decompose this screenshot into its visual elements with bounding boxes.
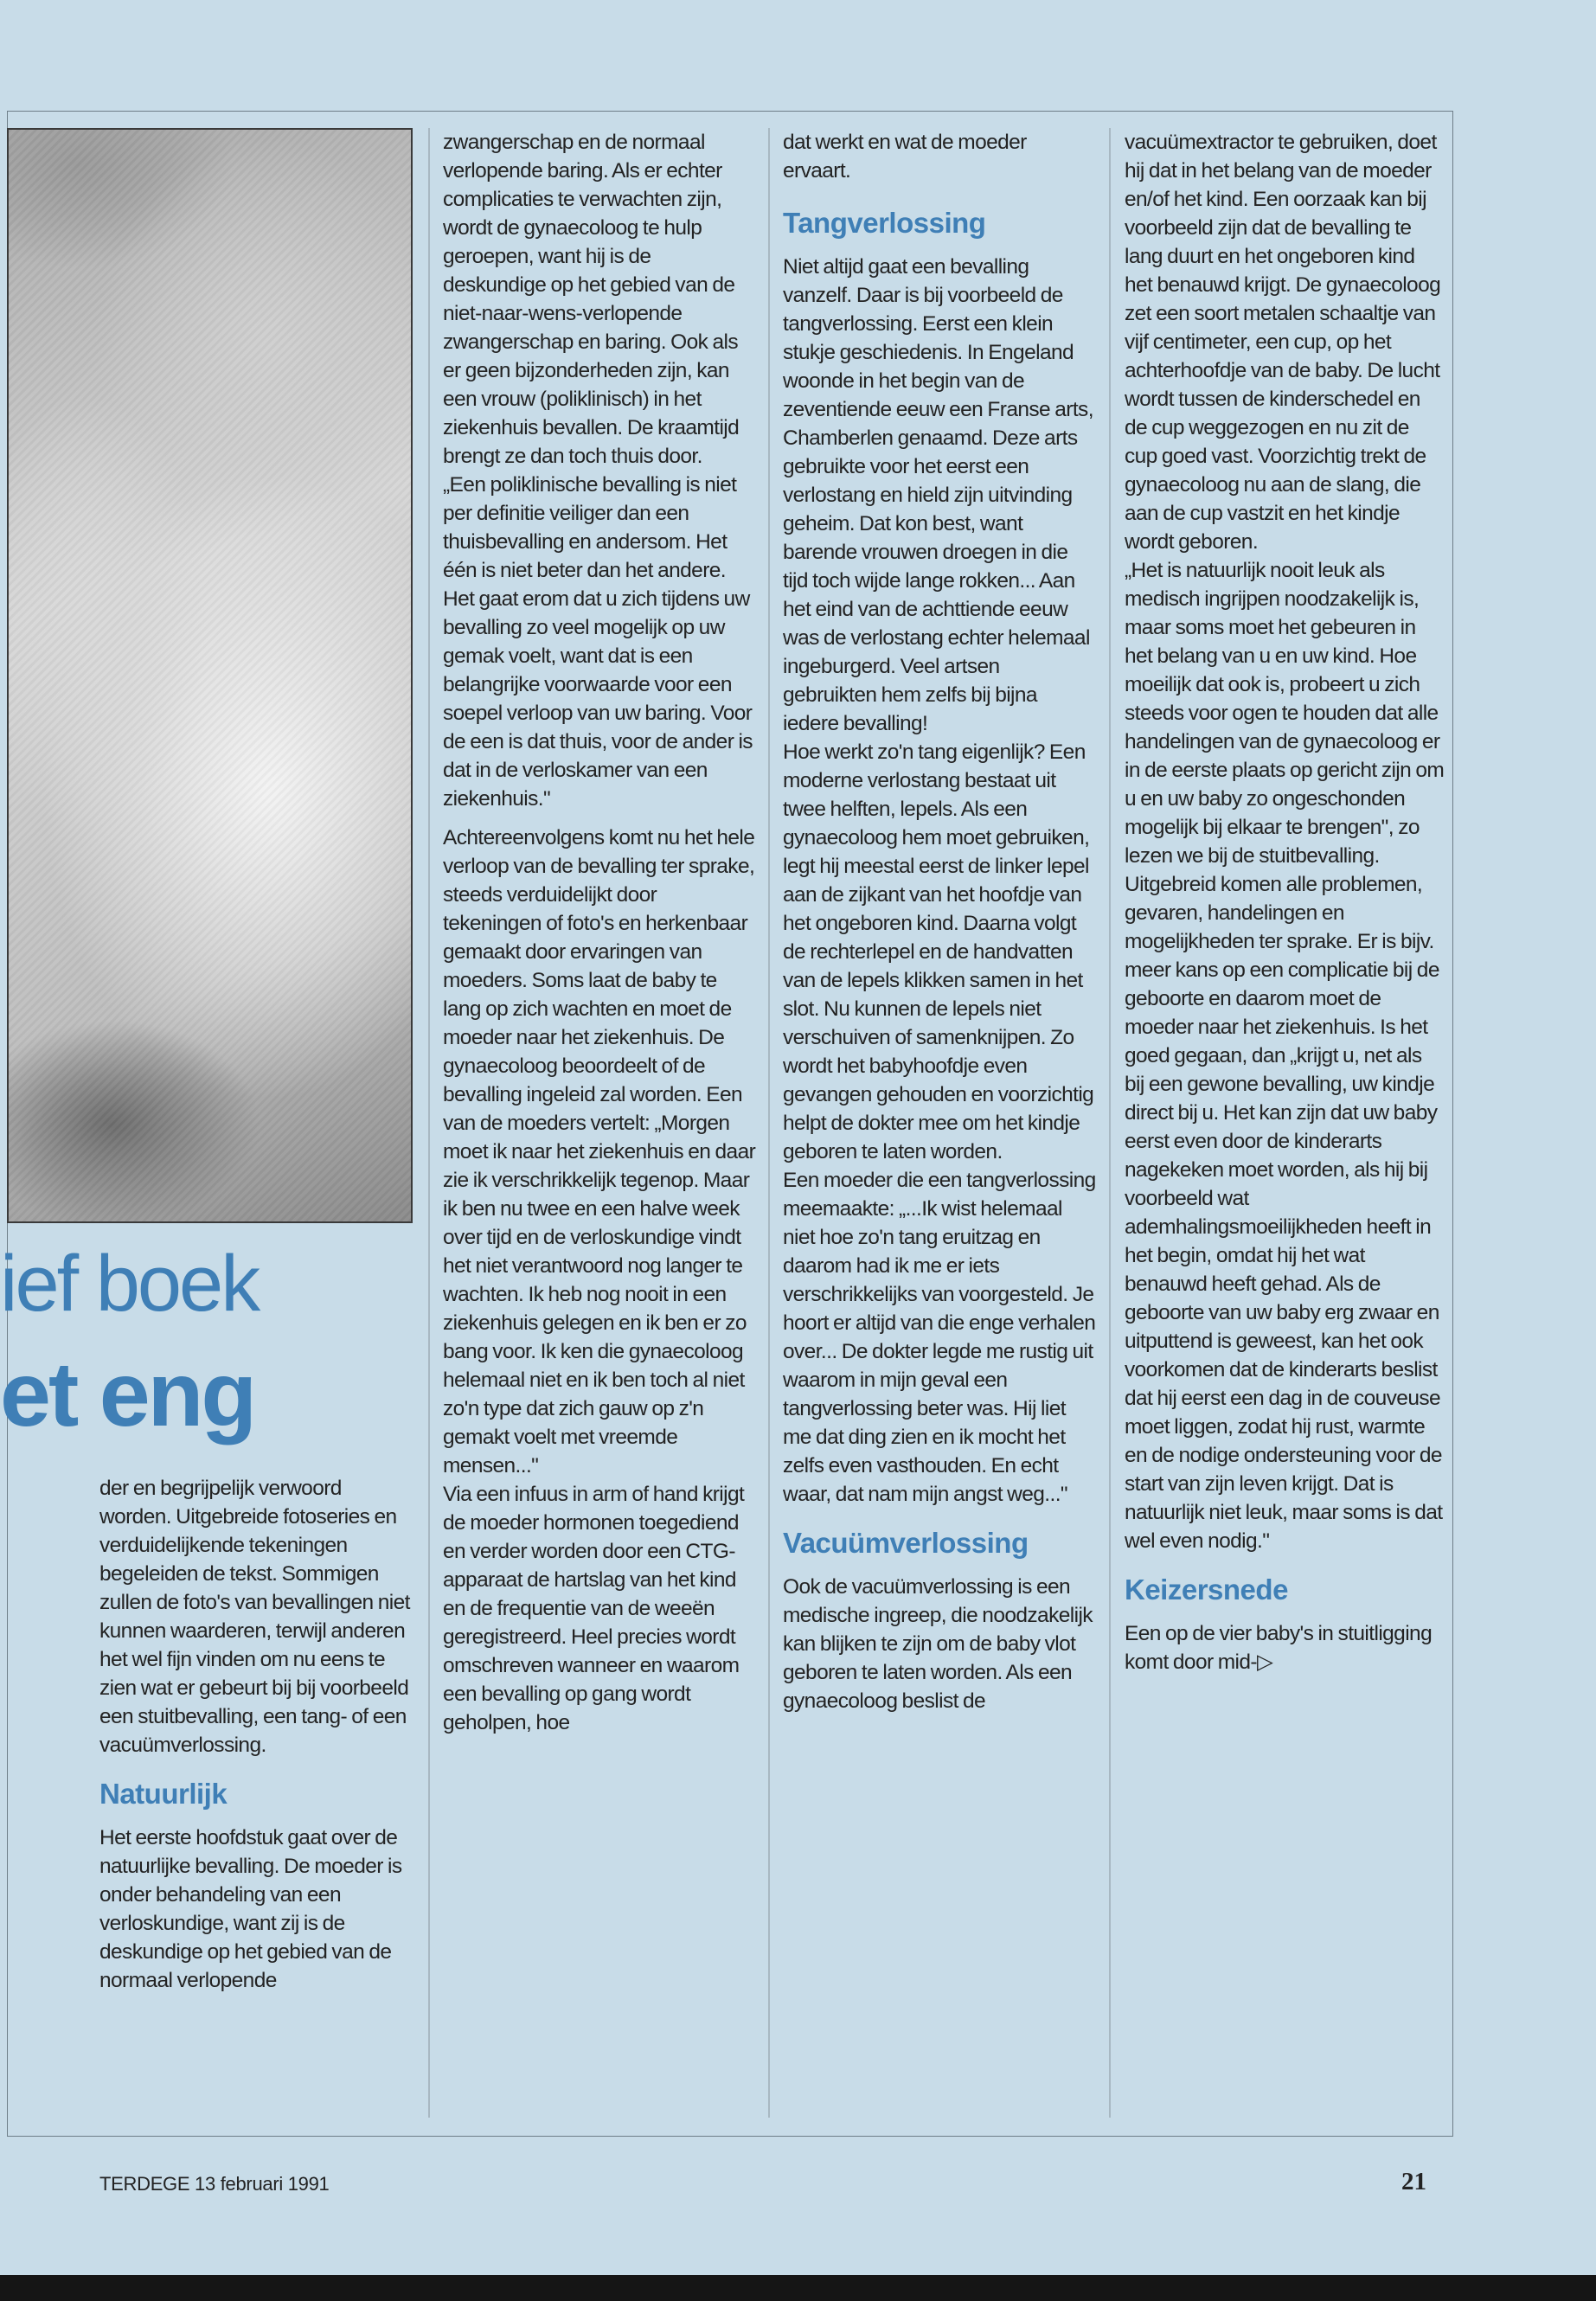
paragraph: der en begrijpelijk verwoord worden. Uitgebreide fotoseries en verduidelijkende tekeningen begeleiden de tekst. Sommigen zullen de foto's van bevallingen niet kunnen waarderen, terwijl anderen het wel fijn vinden om nu eens te zien wat er gebeurt bij bij voorbeeld een stuitbevalling, een tang- of een vacuümverlossing. xyxy=(99,1477,410,1757)
section-heading-natuurlijk: Natuurlijk xyxy=(99,1778,228,1810)
page-number: 21 xyxy=(1401,2168,1426,2195)
section-heading-tangverlossing: Tangverlossing xyxy=(783,207,986,239)
photo-texture xyxy=(9,130,411,1221)
article-column-3 xyxy=(783,128,1096,2118)
paragraph: Het eerste hoofdstuk gaat over de natuurlijke bevalling. De moeder is onder behandeling van een verloskundige, want zij is de deskundige op het gebied van de normaal verlopende xyxy=(99,1826,402,1992)
article-column-2 xyxy=(443,128,756,2118)
publication-footer: TERDEGE 13 februari 1991 xyxy=(99,2173,330,2195)
paragraph: Achtereenvolgens komt nu het hele verloop van de bevalling ter sprake, steeds verduidelijkt door tekeningen of foto's en herkenbaar gemaakt door ervaringen van moeders. Soms laat de baby te lang op zich wachten en moet de moeder naar het ziekenhuis. De gynaecoloog beoordeelt of de bevalling ingeleid zal worden. Een van de moeders vertelt: „Morgen moet ik naar het ziekenhuis en daar zie ik verschrikkelijk tegenop. Maar ik ben nu twee en een halve week over tijd en de verloskundige vindt het niet verantwoord nog langer te wachten. Ik heb nog nooit in een ziekenhuis gelegen en ik ben er zo bang voor. Ik ken die gynaecoloog helemaal niet en ik ben toch al niet zo'n type dat zich gauw op z'n gemakt voelt met vreemde mensen..." xyxy=(443,826,756,1477)
scan-edge xyxy=(0,2275,1596,2301)
paragraph: Uitgebreid komen alle problemen, gevaren, handelingen en mogelijkheden ter sprake. Er is bijv. meer kans op een complicatie bij de geboorte en daarom moet de moeder naar het ziekenhuis. Is het goed gegaan, dan „krijgt u, net als bij een gewone bevalling, uw kindje direct bij u. Het kan zijn dat uw baby eerst even door de kinderarts nagekeken moet worden, als hij bij voorbeeld wat ademhalingsmoeilijkheden heeft in het begin, omdat hij het wat benauwd heeft gehad. Als de geboorte van uw baby erg zwaar en uitputtend is geweest, kan het ook voorkomen dat de kinderarts beslist dat hij eerst een dag in de couveuse moet liggen, zodat hij rust, warmte en de nodige ondersteuning voor de start van zijn leven krijgt. Dat is natuurlijk niet leuk, maar soms is dat wel even nodig." xyxy=(1125,873,1443,1553)
paragraph: vacuümextractor te gebruiken, doet hij dat in het belang van de moeder en/of het kind. Een oorzaak kan bij voorbeeld zijn dat de bevalling te lang duurt en het ongeboren kind het benauwd krijgt. De gynaecoloog zet een soort metalen schaaltje van vijf centimeter, een cup, op het achterhoofdje van de baby. De lucht wordt tussen de kinderschedel en de cup weggezogen en nu zit de cup goed vast. Voorzichtig trekt de gynaecoloog nu aan de slang, die aan de cup vastzit en het kindje wordt geboren. xyxy=(1125,131,1441,554)
paragraph: „Een poliklinische bevalling is niet per definitie veiliger dan een thuisbevalling en andersom. Het één is niet beter dan het andere. Het gaat erom dat u zich tijdens uw bevalling zo veel mogelijk op uw gemak voelt, want dat is een belangrijke voorwaarde voor een soepel verloop van uw baring. Voor de een is dat thuis, voor de ander is dat in de verloskamer van een ziekenhuis." xyxy=(443,473,753,811)
headline-line-2: et eng xyxy=(0,1343,255,1445)
section-heading-vacuumverlossing: Vacuümverlossing xyxy=(783,1527,1029,1559)
headline-line-1: ief boek xyxy=(0,1240,259,1328)
column-divider xyxy=(428,128,430,2118)
paragraph: Niet altijd gaat een bevalling vanzelf. Daar is bij voorbeeld de tangverlossing. Eerst een klein stukje geschiedenis. In Engeland woonde in het begin van de zeventiende eeuw een Franse arts, Chamberlen genaamd. Deze arts gebruikte voor het eerst een verlostang en hield zijn uitvinding geheim. Dat kon best, want barende vrouwen droegen in die tijd toch wijde lange rokken... Aan het eind van de achttiende eeuw was de verlostang echter helemaal ingeburgerd. Veel artsen gebruikten hem zelfs bij bijna iedere bevalling! xyxy=(783,255,1093,735)
column-divider xyxy=(768,128,770,2118)
paragraph: zwangerschap en de normaal verlopende baring. Als er echter complicaties te verwachten zijn, wordt de gynaecoloog te hulp geroepen, want hij is de deskundige op het gebied van de niet-naar-wens-verlopende zwangerschap en baring. Ook als er geen bijzonderheden zijn, kan een vrouw (poliklinisch) in het ziekenhuis bevallen. De kraamtijd brengt ze dan toch thuis door. xyxy=(443,131,740,468)
article-column-4 xyxy=(1125,128,1445,2118)
paragraph: „Het is natuurlijk nooit leuk als medisch ingrijpen noodzakelijk is, maar soms moet het gebeuren in het belang van u en uw kind. Hoe moeilijk dat ook is, probeert u zich steeds voor ogen te houden dat alle handelingen van de gynaecoloog er in de eerste plaats op gericht zijn om u en uw baby zo ongeschonden mogelijk bij elkaar te brengen", zo lezen we bij de stuitbevalling. xyxy=(1125,559,1445,868)
paragraph: Via een infuus in arm of hand krijgt de moeder hormonen toegediend en verder worden door een CTG-apparaat de hartslag van het kind en de frequentie van de weeën geregistreerd. Heel precies wordt omschreven wanneer en waarom een bevalling op gang wordt geholpen, hoe xyxy=(443,1483,745,1734)
paragraph: Een op de vier baby's in stuitligging komt door mid-▷ xyxy=(1125,1622,1433,1674)
paragraph: Ook de vacuümverlossing is een medische ingreep, die noodzakelijk kan blijken te zijn om de baby vlot geboren te laten worden. Als een gynaecoloog beslist de xyxy=(783,1575,1093,1713)
paragraph: Een moeder die een tangverlossing meemaakte: „...Ik wist helemaal niet hoe zo'n tang eruitzag en daarom had ik me er iets verschrikkelijks van voorgesteld. Je hoort er altijd van die enge verhalen over... De dokter legde me rustig uit waarom in mijn geval een tangverlossing beter was. Hij liet me dat ding zien en ik mocht het zelfs even vasthouden. En echt waar, dat nam mijn angst weg..." xyxy=(783,1169,1096,1506)
paragraph: Hoe werkt zo'n tang eigenlijk? Een moderne verlostang bestaat uit twee helften, lepels. Als een gynaecoloog hem moet gebruiken, legt hij meestal eerst de linker lepel aan de zijkant van het hoofdje van het ongeboren kind. Daarna volgt de rechterlepel en de handvatten van de lepels klikken samen in het slot. Nu kunnen de lepels niet verschuiven of samenknijpen. Zo wordt het babyhoofdje even gevangen gehouden en voorzichtig helpt de dokter mee om het kindje geboren te laten worden. xyxy=(783,740,1094,1163)
photo-image xyxy=(7,128,413,1223)
column-divider xyxy=(1109,128,1111,2118)
paragraph: dat werkt en wat de moeder ervaart. xyxy=(783,131,1027,183)
article-column-1 xyxy=(99,1474,411,2131)
section-heading-keizersnede: Keizersnede xyxy=(1125,1574,1288,1606)
